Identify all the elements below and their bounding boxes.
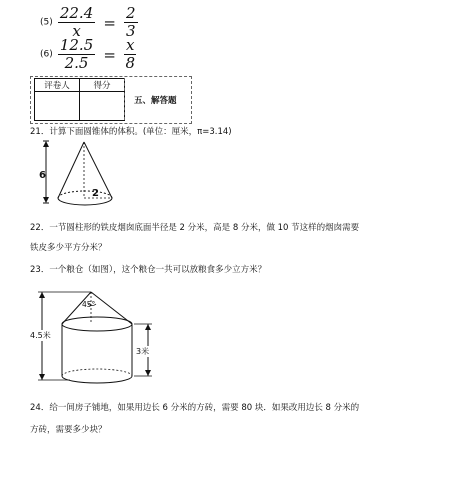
fraction-numerator: 12.5 xyxy=(59,36,94,54)
cone-height-label: 6 xyxy=(39,170,46,181)
question-24-line1: 24．给一间房子铺地，如果用边长 6 分米的方砖，需要 80 块．如果改用边长 8 分米的 xyxy=(30,403,360,413)
question-23-text: 23．一个粮仓（如图），这个粮仓一共可以放粮食多少立方米？ xyxy=(30,265,267,275)
equation-6 xyxy=(40,38,136,71)
equals-sign: = xyxy=(103,45,116,64)
equation-5-label: (5) xyxy=(40,17,53,28)
cone-figure xyxy=(36,140,126,210)
equation-5-left-fraction xyxy=(58,6,95,39)
section-divider xyxy=(124,78,125,120)
equation-6-left-fraction xyxy=(58,38,95,71)
fraction-denominator: x xyxy=(72,22,81,40)
question-21-text: 21．计算下面圆锥体的体积。(单位：厘米，π=3.14) xyxy=(30,127,232,137)
fraction-denominator: 8 xyxy=(125,54,136,72)
fraction-denominator: 3 xyxy=(126,22,136,40)
grade-table-cell[interactable] xyxy=(35,92,80,121)
granary-total-height-label: 4.5米 xyxy=(30,331,51,340)
grade-table-header-grader: 评卷人 xyxy=(35,79,80,92)
equation-6-label: (6) xyxy=(40,49,53,60)
fraction-denominator: 2.5 xyxy=(64,54,89,72)
granary-figure xyxy=(30,284,170,388)
question-24-line2: 方砖，需要多少块？ xyxy=(30,425,107,435)
fraction-numerator: x xyxy=(126,36,135,54)
cone-radius-label: 2 xyxy=(92,188,99,199)
equation-5 xyxy=(40,6,138,39)
question-22-line1: 22．一节圆柱形的铁皮烟囱底面半径是 2 分米，高是 8 分米，做 10 节这样的烟囱需要 xyxy=(30,223,360,233)
fraction-numerator: 2 xyxy=(126,4,136,22)
grade-table xyxy=(34,78,125,121)
question-22-line2: 铁皮多少平方分米？ xyxy=(30,243,107,253)
grade-table-cell[interactable] xyxy=(80,92,125,121)
fraction-numerator: 22.4 xyxy=(59,4,94,22)
equation-5-right-fraction xyxy=(124,6,138,39)
granary-cylinder-height-label: 3米 xyxy=(136,347,150,356)
equation-6-right-fraction xyxy=(124,38,136,71)
equals-sign: = xyxy=(103,13,116,32)
section-title: 五、解答题 xyxy=(134,96,177,106)
granary-angle-label: 45° xyxy=(82,300,96,309)
grade-table-header-score: 得分 xyxy=(80,79,125,92)
